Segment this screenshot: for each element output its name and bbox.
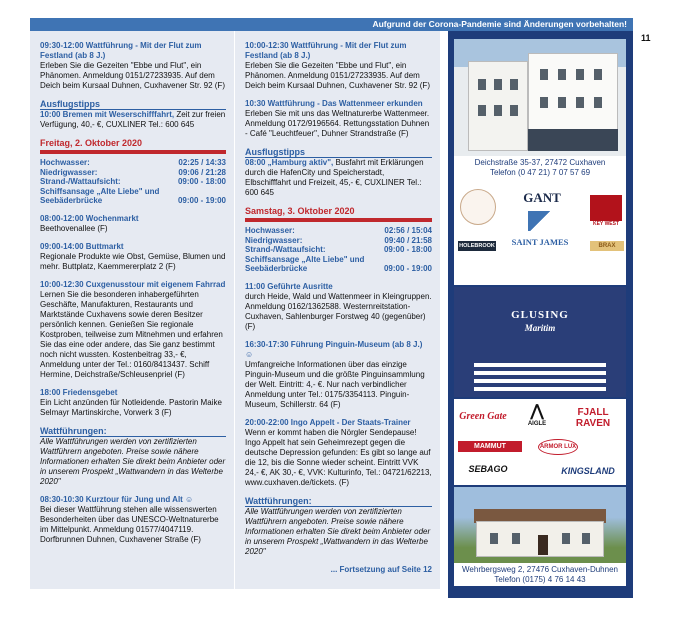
tide-label: Schiffsansage „Alte Liebe" und Seebäderbrücke bbox=[40, 186, 160, 205]
page-number: 11 bbox=[641, 33, 651, 43]
event-title: 10:30 Wattführung - Das Wattenmeer erkunden bbox=[245, 99, 423, 108]
event-entry bbox=[245, 340, 432, 410]
shop-address-1: Deichstraße 35-37, 27472 Cuxhaven Telefon (0 47 21) 7 07 57 69 bbox=[454, 156, 626, 179]
tide-table bbox=[245, 226, 432, 274]
corona-notice-bar: Aufgrund der Corona-Pandemie sind Änderungen vorbehalten! bbox=[30, 18, 633, 31]
event-title: 18:00 Friedensgebet bbox=[40, 387, 118, 397]
event-entry bbox=[40, 280, 226, 380]
event-title: 09:30-12:00 Wattführung - Mit der Flut zum Festland (ab 8 J.) bbox=[40, 41, 202, 60]
event-entry bbox=[40, 495, 226, 545]
tide-row bbox=[245, 255, 432, 274]
event-description: Erleben Sie mit uns das Weltnaturerbe Wattenmeer. Anmeldung 0172/9196564. Rettungsstation Duhnen - Café "Leuchtfeuer", Duhner Strandstraße (F) bbox=[245, 109, 430, 138]
ausflug-entry: 10:00 Bremen mit Weserschifffahrt, Zeit zur freien Verfügung, 40,- €, CUXLINER Tel.: 600 645 bbox=[40, 110, 226, 129]
event-title: 11:00 Geführte Ausritte bbox=[245, 281, 333, 291]
event-title: 20:00-22:00 Ingo Appelt - Der Staats-Trainer bbox=[245, 417, 411, 427]
event-description: Ein Licht anzünden für Notleidende. Pastorin Maike Selmayr Martinskirche, Vorwerk 3 (F) bbox=[40, 397, 222, 417]
duhnen-shop-photo bbox=[454, 487, 626, 563]
shop-building-photo bbox=[454, 39, 626, 156]
event-entry bbox=[40, 41, 226, 91]
event-description: Regionale Produkte wie Obst, Gemüse, Blumen und mehr. Buttplatz, Kaemmererplatz 2 (F) bbox=[40, 251, 226, 271]
event-description: Bei dieser Wattführung stehen alle wissenswerten Besonderheiten über das UNESCO-Weltnaturerbe im Mittelpunkt. Anmeldung 01577/4047119. Dorfbrunnen Duhnen, Cuxhavener Straße (F) bbox=[40, 504, 219, 544]
day-title: Freitag, 2. Oktober 2020 bbox=[40, 138, 226, 154]
event-description: Erleben Sie die Gezeiten "Ebbe und Flut", ein Phänomen. Anmeldung 0151/27233935. Auf dem Deich beim Kursaal Duhnen, Cuxhavener Str. 92 (F) bbox=[40, 61, 225, 90]
event-title: 10:00-12:30 Wattführung - Mit der Flut zum Festland (ab 8 J.) bbox=[245, 41, 407, 60]
tide-label: Hochwasser: bbox=[245, 226, 295, 235]
brand-logos-bottom: Green Gate ⋀ AIGLE FJALL RAVEN MAMMUT ARMOR LUX SEBAGO KINGSLAND bbox=[454, 399, 626, 485]
event-title: 16:30-17:30 Führung Pinguin-Museum (ab 8 J.) ☺ bbox=[245, 339, 423, 359]
day-title: Samstag, 3. Oktober 2020 bbox=[245, 206, 432, 222]
event-description: Umfangreiche Informationen über das einzige Pinguin-Museum und die größte Pinguinsammlung der Welt. Eintritt: 4,- €. Nur nach verbindlicher Anmeldung unter Tel.: 0175/3354113. Pinguin-Museum, Schillerstr. 64 (F) bbox=[245, 359, 425, 409]
tide-row bbox=[245, 245, 432, 255]
event-entry bbox=[245, 41, 432, 91]
tide-value: 09:00 - 18:00 bbox=[383, 245, 432, 254]
tide-label: Hochwasser: bbox=[40, 158, 90, 167]
event-description: Beethovenallee (F) bbox=[40, 223, 108, 233]
tide-row bbox=[245, 236, 432, 246]
event-description: Erleben Sie die Gezeiten "Ebbe und Flut", ein Phänomen. Anmeldung 0151/27233935. Auf dem Deich beim Kursaal Duhnen, Cuxhavener Str. 92 (F) bbox=[245, 61, 430, 90]
tide-row bbox=[40, 158, 226, 168]
tide-label: Strand-/Wattaufsicht: bbox=[245, 245, 326, 254]
shop-advertisement bbox=[448, 31, 633, 598]
tide-value: 09:00 - 19:00 bbox=[177, 196, 226, 205]
tide-table bbox=[40, 158, 226, 206]
watt-title: Wattführungen: bbox=[40, 426, 226, 437]
watt-note: Alle Wattführungen werden von zertifizierten Wattführern angeboten. Preise sowie nähere Informationen erhalten Sie direkt beim Anbieter oder in unserem Prospekt „Wattwandern in das Welterbe 2020" bbox=[245, 506, 431, 556]
event-entry bbox=[245, 99, 432, 139]
tide-value: 09:40 / 21:58 bbox=[384, 235, 432, 245]
column-left bbox=[30, 31, 234, 589]
tide-label: Niedrigwasser: bbox=[40, 167, 98, 177]
tide-row bbox=[40, 177, 226, 187]
ausflug-title: Ausflugstipps bbox=[40, 99, 226, 110]
event-entry bbox=[40, 242, 226, 272]
column-middle bbox=[234, 31, 440, 589]
brand-logos-top: GANT KEY WEST SAINT JAMES HOLEBROOK BRAX bbox=[454, 179, 626, 285]
event-title: 08:30-10:30 Kurztour für Jung und Alt ☺ bbox=[40, 494, 194, 504]
tide-label: Schiffsansage „Alte Liebe" und Seebäderbrücke bbox=[245, 254, 365, 273]
event-title: 09:00-14:00 Buttmarkt bbox=[40, 241, 124, 251]
ausflug-entry: 08:00 „Hamburg aktiv", Busfahrt mit Erklärungen durch die HafenCity und Speicherstadt, Elbschifffahrt und Freizeit, 45,- €, CUXLINER Tel.: 600 645 bbox=[245, 158, 424, 197]
event-description: durch Heide, Wald und Wattenmeer in Kleingruppen. Anmeldung 0162/1362588. Westernreitstation-Cuxhaven, Sahlenburger Forstweg 40 (gegenüber) (F) bbox=[245, 291, 432, 331]
event-description: Lernen Sie die besonderen inhabergeführten Geschäfte, Manufakturen, Restaurants und Marktstände Cuxhavens sowie deren Besitzer persönlich kennen. Genießen Sie regionale Kostproben, teilweise zum Mitnehmen und erfahren Sie das eine oder andere, das Sie ganz bestimmt noch nicht wussten. Kostenbeitrag 33,- €, Anmeldung unter der Tel.: 0160/8413437. Schiff Hermine, Deichstraße/Schleusenpriel (F) bbox=[40, 289, 223, 379]
event-title: 10:00-12:30 Cuxgenusstour mit eigenem Fahrrad bbox=[40, 279, 226, 289]
continued-note: ... Fortsetzung auf Seite 12 bbox=[330, 564, 432, 574]
tide-row bbox=[245, 226, 432, 236]
event-description: Wenn er kommt haben die Nörgler Sendepause! Ingo Appelt hat sein Geheimrezept gegen die deutsche Depression gefunden: Es gibt so lange auf die 12, bis die Sonne wieder scheint. Eintritt VVK 24,- €, AK 30,- €, VVK: Kulturinfo, Tel.: 04721/62213, www.cuxhaven.de/tickets. (F) bbox=[245, 427, 432, 487]
watt-note: Alle Wattführungen werden von zertifizierten Wattführern angeboten. Preise sowie nähere Informationen erhalten Sie direkt beim Anbieter oder in unserem Prospekt „Wattwandern in das Welterbe 2020" bbox=[40, 436, 226, 486]
event-title: 08:00-12:00 Wochenmarkt bbox=[40, 213, 139, 223]
tide-label: Niedrigwasser: bbox=[245, 235, 303, 245]
watt-title: Wattführungen: bbox=[245, 496, 432, 507]
tide-value: 02:25 / 14:33 bbox=[178, 158, 226, 167]
tide-row bbox=[40, 187, 226, 206]
tide-value: 02:56 / 15:04 bbox=[384, 226, 432, 235]
glusing-maritim-logo: GLUSING Maritim bbox=[454, 287, 626, 397]
event-entry bbox=[245, 418, 432, 488]
event-entry bbox=[40, 214, 226, 234]
tide-label: Strand-/Wattaufsicht: bbox=[40, 177, 121, 186]
tide-value: 09:06 / 21:28 bbox=[178, 167, 226, 177]
ausflug-title: Ausflugstipps bbox=[245, 147, 432, 158]
tide-row bbox=[40, 168, 226, 178]
tide-value: 09:00 - 18:00 bbox=[177, 177, 226, 186]
event-entry bbox=[245, 282, 432, 332]
event-entry bbox=[40, 388, 226, 418]
tide-value: 09:00 - 19:00 bbox=[383, 264, 432, 273]
shop-address-2: Wehrbergsweg 2, 27476 Cuxhaven-Duhnen Telefon (0175) 4 76 14 43 bbox=[454, 563, 626, 586]
